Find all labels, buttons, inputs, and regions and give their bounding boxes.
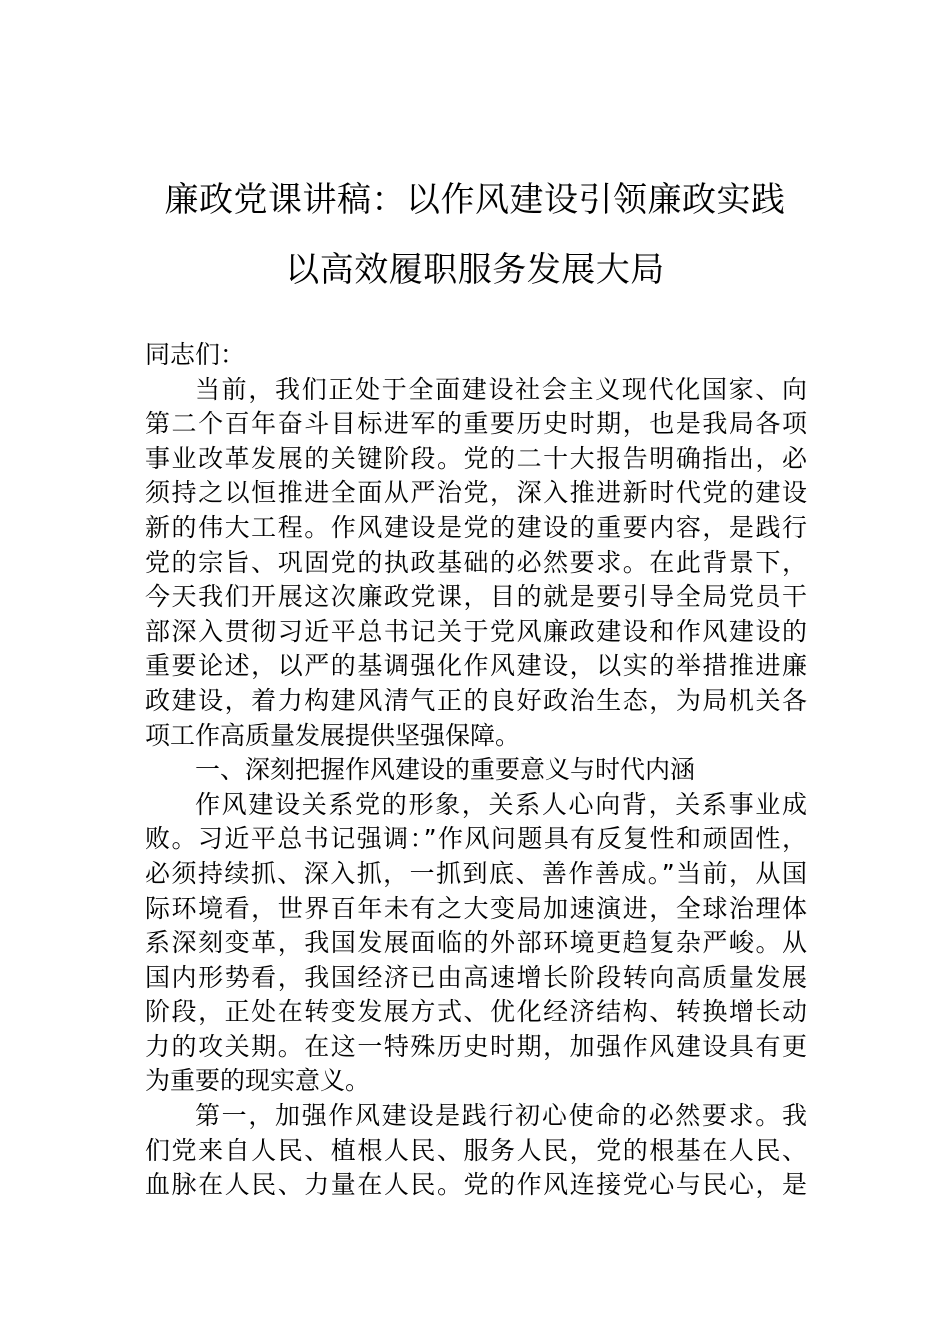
paragraph-line: 必须持续抓、深入抓，一抓到底、善作善成。”当前，从国: [145, 858, 807, 888]
document-body: [145, 338, 807, 1203]
paragraph-line: 部深入贯彻习近平总书记关于党风廉政建设和作风建设的: [145, 616, 807, 646]
paragraph-line: 重要论述，以严的基调强化作风建设，以实的举措推进廉: [145, 651, 807, 681]
section-heading: 一、深刻把握作风建设的重要意义与时代内涵: [195, 755, 696, 785]
paragraph-line: 第二个百年奋斗目标进军的重要历史时期，也是我局各项: [145, 409, 807, 439]
paragraph-line: 第一，加强作风建设是践行初心使命的必然要求。我: [195, 1101, 807, 1131]
paragraph-line: 际环境看，世界百年未有之大变局加速演进，全球治理体: [145, 893, 807, 923]
salutation: 同志们：: [145, 340, 246, 369]
paragraph-line: 政建设，着力构建风清气正的良好政治生态，为局机关各: [145, 685, 807, 715]
paragraph-line: 国内形势看，我国经济已由高速增长阶段转向高质量发展: [145, 962, 807, 992]
paragraph-line: 们党来自人民、植根人民、服务人民，党的根基在人民、: [145, 1135, 807, 1165]
paragraph-line: 须持之以恒推进全面从严治党，深入推进新时代党的建设: [145, 478, 807, 508]
paragraph-line: 事业改革发展的关键阶段。党的二十大报告明确指出，必: [145, 443, 807, 473]
paragraph-line: 力的攻关期。在这一特殊历史时期，加强作风建设具有更: [145, 1031, 807, 1061]
document-title-line-2: 以高效履职服务发展大局: [285, 250, 665, 290]
paragraph-line: 血脉在人民、力量在人民。党的作风连接党心与民心，是: [145, 1170, 807, 1200]
paragraph-line: 党的宗旨、巩固党的执政基础的必然要求。在此背景下，: [145, 547, 807, 577]
paragraph-line: 为重要的现实意义。: [145, 1066, 371, 1096]
paragraph-line: 当前，我们正处于全面建设社会主义现代化国家、向: [195, 374, 807, 404]
paragraph-line: 作风建设关系党的形象，关系人心向背，关系事业成: [195, 789, 807, 819]
paragraph-line: 今天我们开展这次廉政党课，目的就是要引导全局党员干: [145, 582, 807, 612]
paragraph-line: 新的伟大工程。作风建设是党的建设的重要内容，是践行: [145, 512, 807, 542]
paragraph-line: 败。习近平总书记强调：”作风问题具有反复性和顽固性，: [145, 824, 807, 854]
paragraph-line: 阶段，正处在转变发展方式、优化经济结构、转换增长动: [145, 997, 807, 1027]
paragraph-line: 系深刻变革，我国发展面临的外部环境更趋复杂严峻。从: [145, 928, 807, 958]
paragraph-line: 项工作高质量发展提供坚强保障。: [145, 720, 521, 750]
document-title-line-1: 廉政党课讲稿：以作风建设引领廉政实践: [164, 180, 786, 220]
